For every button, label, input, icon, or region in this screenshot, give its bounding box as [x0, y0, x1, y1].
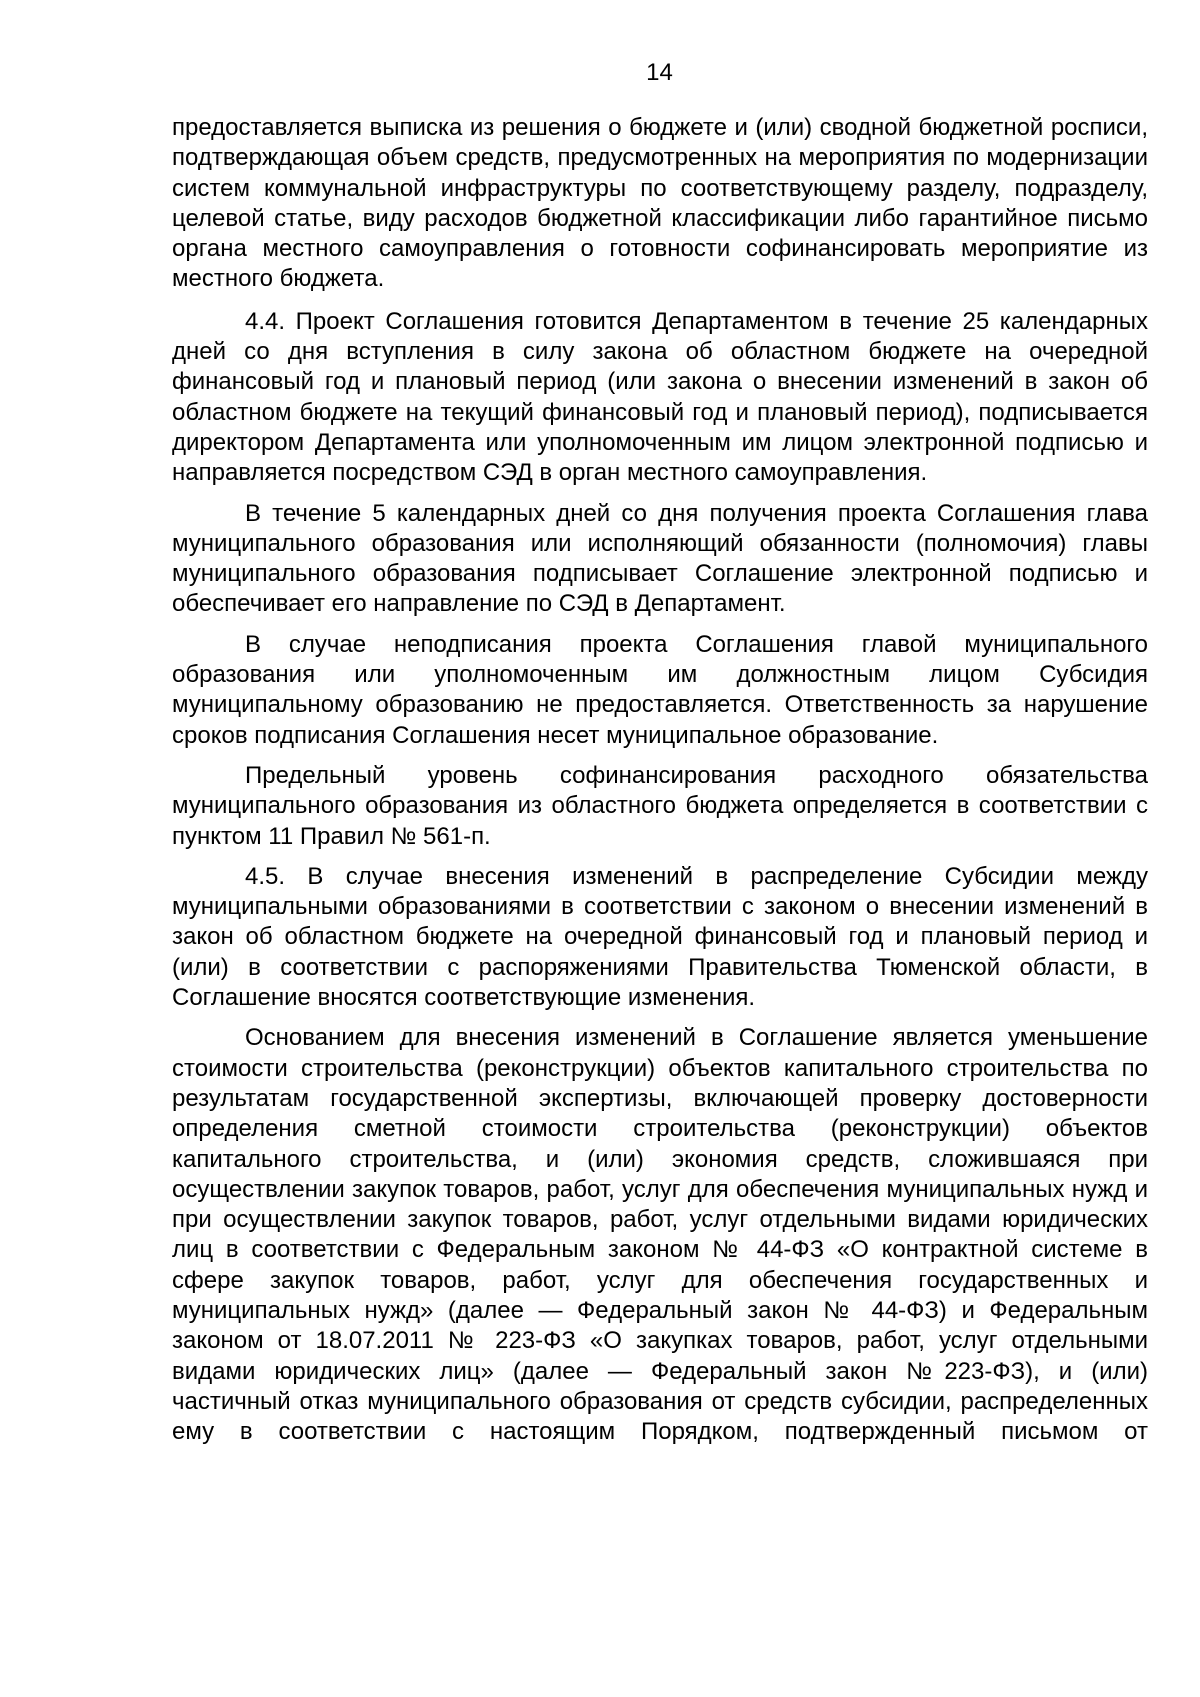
paragraph-4-4: 4.4. Проект Соглашения готовится Департаментом в течение 25 календарных дней со дня вступления в силу закона об областном бюджете на очередной финансовый год и плановый период (или закона о внесении изменений в закон об областном бюджете на текущий финансовый год и плановый период), подписывается директором Департамента или уполномоченным им лицом электронной подписью и направляется посредством СЭД в орган местного самоуправления.: [172, 307, 1148, 487]
page-number: 14: [646, 59, 673, 86]
paragraph-non-signing: В случае неподписания проекта Соглашения главой муниципального образования или уполномоченным им должностным лицом Субсидия муниципальному образованию не предоставляется. Ответственность за нарушение сроков подписания Соглашения несет муниципальное образование.: [172, 630, 1148, 749]
paragraph-signing-term: В течение 5 календарных дней со дня получения проекта Соглашения глава муниципального образования или исполняющий обязанности (полномочия) главы муниципального образования подписывает Соглашение электронной подписью и обеспечивает его направление по СЭД в Департамент.: [172, 499, 1148, 618]
paragraph-grounds-for-changes: Основанием для внесения изменений в Соглашение является уменьшение стоимости строительства (реконструкции) объектов капитального строительства по результатам государственной экспертизы, включающей проверку достоверности определения сметной стоимости строительства (реконструкции) объектов капитального строительства, и (или) экономия средств, сложившаяся при осуществлении закупок товаров, работ, услуг для обеспечения муниципальных нужд и при осуществлении закупок товаров, работ, услуг отдельными видами юридических лиц в соответствии с Федеральным законом № 44-ФЗ «О контрактной системе в сфере закупок товаров, работ, услуг для обеспечения государственных и муниципальных нужд» (далее — Федеральный закон № 44-ФЗ) и Федеральным законом от 18.07.2011 № 223-ФЗ «О закупках товаров, работ, услуг отдельными видами юридических лиц» (далее — Федеральный закон №223-ФЗ), и (или) частичный отказ муниципального образования от средств субсидии, распределенных ему в соответствии с настоящим Порядком, подтвержденный письмом от: [172, 1024, 1148, 1446]
paragraph-4-5: 4.5. В случае внесения изменений в распределение Субсидии между муниципальными образованиями в соответствии с законом о внесении изменений в закон об областном бюджете на очередной финансовый год и плановый период и (или) в соответствии с распоряжениями Правительства Тюменской области, в Соглашение вносятся соответствующие изменения.: [172, 862, 1148, 1012]
document-body: [172, 113, 1148, 1447]
paragraph-cofinancing-level: Предельный уровень софинансирования расходного обязательства муниципального образования из областного бюджета определяется в соответствии с пунктом 11 Правил № 561-п.: [172, 761, 1148, 850]
paragraph-continuation: предоставляется выписка из решения о бюджете и (или) сводной бюджетной росписи, подтверждающая объем средств, предусмотренных на мероприятия по модернизации систем коммунальной инфраструктуры по соответствующему разделу, подразделу, целевой статье, виду расходов бюджетной классификации либо гарантийное письмо органа местного самоуправления о готовности софинансировать мероприятие из местного бюджета.: [172, 114, 1148, 293]
